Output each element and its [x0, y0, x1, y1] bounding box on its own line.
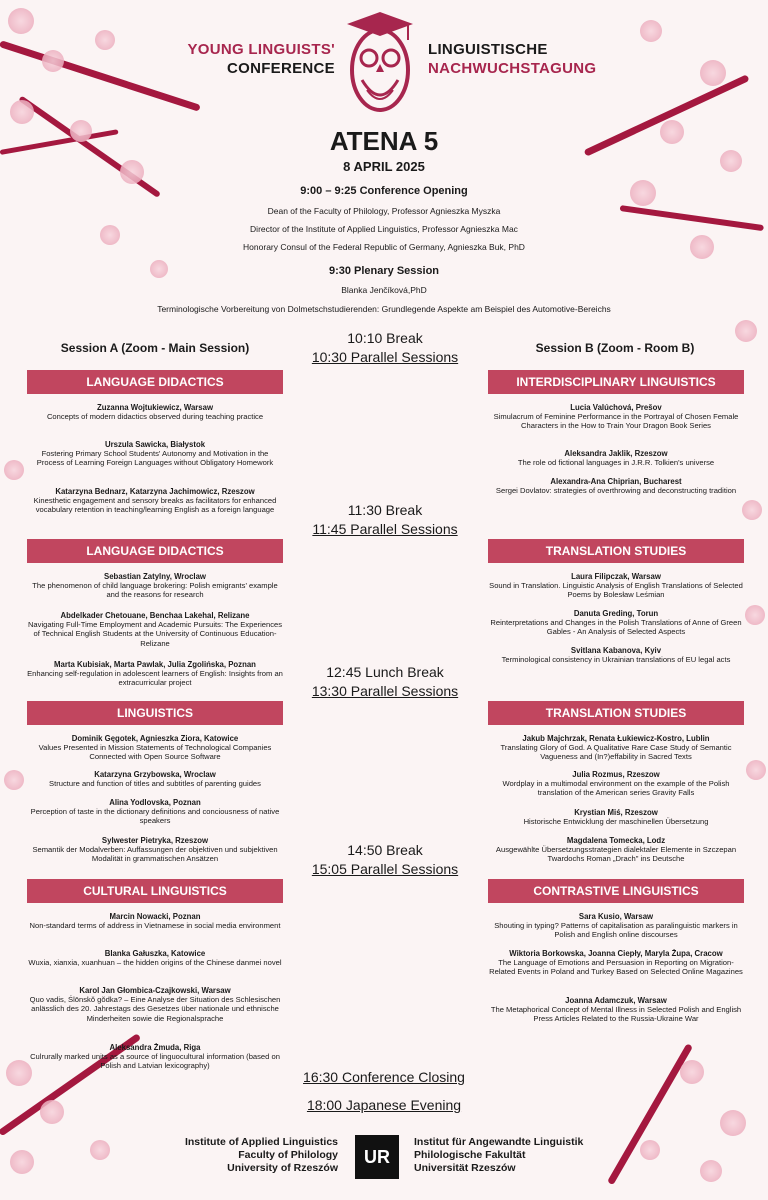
talk-item [488, 734, 744, 762]
talk-item [488, 477, 744, 495]
talk-speaker: Marta Kubisiak, Marta Pawlak, Julia Zgolińska, Poznan [54, 660, 256, 669]
talk-speaker: Dominik Gęgotek, Agnieszka Ziora, Katowice [71, 734, 239, 743]
blossom [10, 1150, 34, 1174]
talk-title: Wuxia, xianxia, xuanhuan – the hidden origins of the Chinese danmei novel [28, 958, 282, 968]
blossom [700, 1160, 722, 1182]
plenary-title: Terminologische Vorbereitung von Dolmetschstudierenden: Grundlegende Aspekte am Beispiel des Automotive-Bereichs [157, 304, 611, 314]
session-b-block-title: INTERDISCIPLINARY LINGUISTICS [488, 370, 744, 394]
talk-title: Enhancing self-regulation in adolescent learners of English: Insights from an extracurricular project [27, 669, 283, 688]
owl-logo-icon [345, 10, 415, 120]
talk-title: Wordplay in a multimodal environment on the example of the Polish translation of the American series Gravity Falls [502, 779, 730, 798]
blossom [90, 1140, 110, 1160]
parallel-sessions-time: 11:45 Parallel Sessions [312, 521, 458, 537]
talk-item [27, 440, 283, 468]
talk-item [27, 949, 283, 967]
branch-right-bottom [607, 1043, 693, 1185]
break-slot [290, 501, 480, 539]
talk-speaker: Karol Jan Głombica-Czajkowski, Warsaw [79, 986, 231, 995]
blossom [735, 320, 757, 342]
talk-title: Terminological consistency in Ukrainian translations of EU legal acts [501, 655, 731, 665]
talk-title: The phenomenon of child language brokering: Polish emigrants' example and the reasons for research [32, 581, 278, 600]
plenary-heading: 9:30 Plenary Session [328, 265, 440, 277]
talk-item [488, 646, 744, 664]
footer-line: Institute of Applied Linguistics [184, 1136, 338, 1148]
header-right-line2: NACHWUCHSTAGUNG [428, 60, 597, 77]
parallel-sessions-time: 10:30 Parallel Sessions [311, 349, 459, 365]
header-english [150, 40, 335, 78]
talk-speaker: Alexandra-Ana Chiprian, Bucharest [550, 477, 682, 486]
header-right-line1: LINGUISTISCHE [428, 41, 548, 58]
talk-speaker: Urszula Sawicka, Białystok [104, 440, 206, 449]
parallel-sessions-time: 13:30 Parallel Sessions [311, 683, 459, 699]
talk-title: Historische Entwicklung der maschinellen Übersetzung [523, 817, 709, 827]
event-title: ATENA 5 [329, 126, 439, 156]
break-slot [290, 663, 480, 701]
break-time: 10:10 Break [347, 330, 423, 346]
closing-time: 16:30 Conference Closing [303, 1069, 465, 1085]
talk-item [27, 912, 283, 930]
header-left-line2: CONFERENCE [226, 60, 335, 77]
talk-speaker: Sebastian Zatylny, Wroclaw [104, 572, 206, 581]
talk-speaker: Danuta Greding, Torun [573, 609, 659, 618]
footer-line: Philologische Fakultät [414, 1149, 526, 1161]
break-time: 11:30 Break [347, 502, 423, 518]
talk-title: Shouting in typing? Patterns of capitalisation as paralinguistic markers in Polish and English online discourses [494, 921, 738, 940]
talk-speaker: Abdelkader Chetouane, Benchaa Lakehal, Relizane [60, 611, 250, 620]
header-left-line1: YOUNG LINGUISTS' [187, 41, 335, 58]
talk-title: Perception of taste in the dictionary definitions and conciousness of native speakers [30, 807, 280, 826]
talk-title: Simulacrum of Feminine Performance in the Portrayal of Chosen Female Characters in the How to Train Your Dragon Book Series [493, 412, 739, 431]
talk-item [27, 836, 283, 864]
session-a-block-title: CULTURAL LINGUISTICS [27, 879, 283, 903]
session-b-block-title: TRANSLATION STUDIES [488, 701, 744, 725]
session-a-block-title: LANGUAGE DIDACTICS [27, 539, 283, 563]
talk-speaker: Svitlana Kabanova, Kyiv [570, 646, 662, 655]
talk-title: Values Presented in Mission Statements of Technological Companies Connected with Open Source Software [38, 743, 272, 762]
talk-speaker: Sara Kusio, Warsaw [578, 912, 654, 921]
talk-title: Culrurally marked units as a source of linguocultural information (based on Polish and Latvian lexicography) [30, 1052, 280, 1071]
blossom [742, 500, 762, 520]
talk-speaker: Magdalena Tomecka, Lodz [566, 836, 666, 845]
talk-speaker: Aleksandra Jaklik, Rzeszow [564, 449, 668, 458]
blossom [4, 770, 24, 790]
blossom [745, 605, 765, 625]
talk-item [27, 660, 283, 688]
talk-title: Kinesthetic engagement and sensory breaks as facilitators for enhanced vocabulary retention in teaching/learning English as a foreign language [33, 496, 277, 515]
talk-title: Structure and function of titles and subtitles of parenting guides [49, 779, 261, 789]
break-time: 14:50 Break [347, 842, 423, 858]
talk-speaker: Alina Yodlovska, Poznan [109, 798, 201, 807]
talk-speaker: Jakub Majchrzak, Renata Łukiewicz-Kostro, Lublin [522, 734, 710, 743]
opening-line: Dean of the Faculty of Philology, Professor Agnieszka Myszka [267, 206, 501, 216]
session-b-block-title: TRANSLATION STUDIES [488, 539, 744, 563]
blossom [10, 100, 34, 124]
talk-title: The Language of Emotions and Persuasion in Reporting on Migration-Related Events in Poland and Turkey Based on Selected Online Magazines [489, 958, 743, 977]
blossom [720, 1110, 746, 1136]
talk-speaker: Katarzyna Grzybowska, Wroclaw [94, 770, 216, 779]
talk-speaker: Joanna Adamczuk, Warsaw [565, 996, 667, 1005]
blossom [640, 1140, 660, 1160]
talk-speaker: Laura Filipczak, Warsaw [571, 572, 661, 581]
talk-item [488, 949, 744, 977]
blossom [4, 460, 24, 480]
talk-item [488, 836, 744, 864]
talk-title: Concepts of modern didactics observed during teaching practice [46, 412, 264, 422]
talk-speaker: Blanka Gałuszka, Katowice [104, 949, 206, 958]
talk-title: Reinterpretations and Changes in the Polish Translations of Anne of Green Gables - An Analysis of Selected Aspects [490, 618, 742, 637]
blossom [42, 50, 64, 72]
blossom [8, 8, 34, 34]
session-b-heading: Session B (Zoom - Room B) [535, 341, 695, 355]
footer-line: Institut für Angewandte Linguistik [414, 1136, 584, 1148]
parallel-sessions-time: 15:05 Parallel Sessions [311, 861, 459, 877]
footer-german [414, 1136, 614, 1175]
break-slot [290, 329, 480, 367]
talk-item [27, 572, 283, 600]
talk-item [488, 770, 744, 798]
talk-speaker: Julia Rozmus, Rzeszow [572, 770, 660, 779]
talk-title: Ausgewählte Übersetzungsstrategien dialektaler Elemente in Szczepan Twardochs Roman „Drach" ins Deutsche [495, 845, 737, 864]
talk-item [27, 403, 283, 421]
session-a-block-title: LINGUISTICS [27, 701, 283, 725]
talk-title: The role od fictional languages in J.R.R. Tolkien's universe [517, 458, 715, 468]
talk-item [488, 808, 744, 826]
talk-item [27, 611, 283, 648]
talk-item [27, 1043, 283, 1071]
opening-line: Director of the Institute of Applied Linguistics, Professor Agnieszka Mac [250, 224, 518, 234]
talk-item [27, 798, 283, 826]
talk-title: Navigating Full-Time Employment and Academic Pursuits: The Experiences of Technical English Students at the University of Continuous Education-Relizane [27, 620, 283, 648]
talk-item [488, 996, 744, 1024]
graduation-cap-icon [347, 12, 413, 36]
talk-item [488, 403, 744, 431]
talk-item [488, 609, 744, 637]
session-a-block-title: LANGUAGE DIDACTICS [27, 370, 283, 394]
talk-title: Quo vadis, Ślōnskŏ gŏdka? – Eine Analyse der Situation des Schlesischen anlässlich des 20. Jahrestags des Gesetzes über nationale und ethnische Minderheiten sowie die Regionalsprache [29, 995, 281, 1023]
event-date: 8 APRIL 2025 [343, 159, 425, 174]
talk-speaker: Katarzyna Bednarz, Katarzyna Jachimowicz, Rzeszow [55, 487, 255, 496]
talk-title: Translating Glory of God. A Qualitative Rare Case Study of Semantic Vagueness and (In?)effability in Sacred Texts [500, 743, 732, 762]
talk-title: The Metaphorical Concept of Mental Illness in Selected Polish and English Press Articles Related to the Russia-Ukraine War [490, 1005, 742, 1024]
talk-speaker: Zuzanna Wojtukiewicz, Warsaw [96, 403, 214, 412]
talk-speaker: Lucia Valúchová, Prešov [570, 403, 662, 412]
logo-text: UR [364, 1147, 390, 1167]
talk-item [488, 449, 744, 467]
talk-item [27, 986, 283, 1023]
talk-title: Fostering Primary School Students' Autonomy and Motivation in the Process of Learning Foreign Languages without Obligatory Homework [36, 449, 274, 468]
break-time: 12:45 Lunch Break [326, 664, 444, 680]
footer-english [150, 1136, 338, 1175]
opening-line: Honorary Consul of the Federal Republic of Germany, Agnieszka Buk, PhD [243, 242, 525, 252]
talk-speaker: Sylwester Pietryka, Rzeszow [101, 836, 209, 845]
talk-item [488, 572, 744, 600]
header-german [428, 40, 628, 78]
talk-item [27, 770, 283, 788]
talk-speaker: Marcin Nowacki, Poznan [109, 912, 201, 921]
opening-heading: 9:00 – 9:25 Conference Opening [300, 185, 468, 197]
break-slot [290, 841, 480, 879]
session-a-heading: Session A (Zoom - Main Session) [60, 341, 250, 355]
plenary-speaker: Blanka Jenčíková,PhD [341, 285, 427, 295]
talk-title: Sergei Dovlatov: strategies of overthrowing and deconstructing tradition [495, 486, 737, 496]
talk-speaker: Krystian Miś, Rzeszow [574, 808, 658, 817]
footer-line: University of Rzeszów [227, 1162, 338, 1174]
evening-time: 18:00 Japanese Evening [306, 1097, 462, 1113]
blossom [95, 30, 115, 50]
blossom [746, 760, 766, 780]
footer-line: Faculty of Philology [238, 1149, 338, 1161]
blossom [700, 60, 726, 86]
talk-item [488, 912, 744, 940]
talk-title: Non-standard terms of address in Vietnamese in social media environment [29, 921, 281, 931]
talk-title: Sound in Translation. Linguistic Analysis of English Translations of Selected Poems by Bolesław Leśmian [489, 581, 743, 600]
talk-item [27, 487, 283, 515]
talk-speaker: Wiktoria Borkowska, Joanna Ciepły, Maryla Żupa, Cracow [509, 949, 723, 958]
footer-line: Universität Rzeszów [414, 1162, 516, 1174]
talk-title: Semantik der Modalverben: Auffassungen der objektiven und subjektiven Modalität in grammatischen Ansätzen [32, 845, 278, 864]
session-b-block-title: CONTRASTIVE LINGUISTICS [488, 879, 744, 903]
blossom [640, 20, 662, 42]
talk-item [27, 734, 283, 762]
university-logo-icon [355, 1135, 399, 1179]
talk-speaker: Aleksandra Żmuda, Riga [109, 1043, 201, 1052]
